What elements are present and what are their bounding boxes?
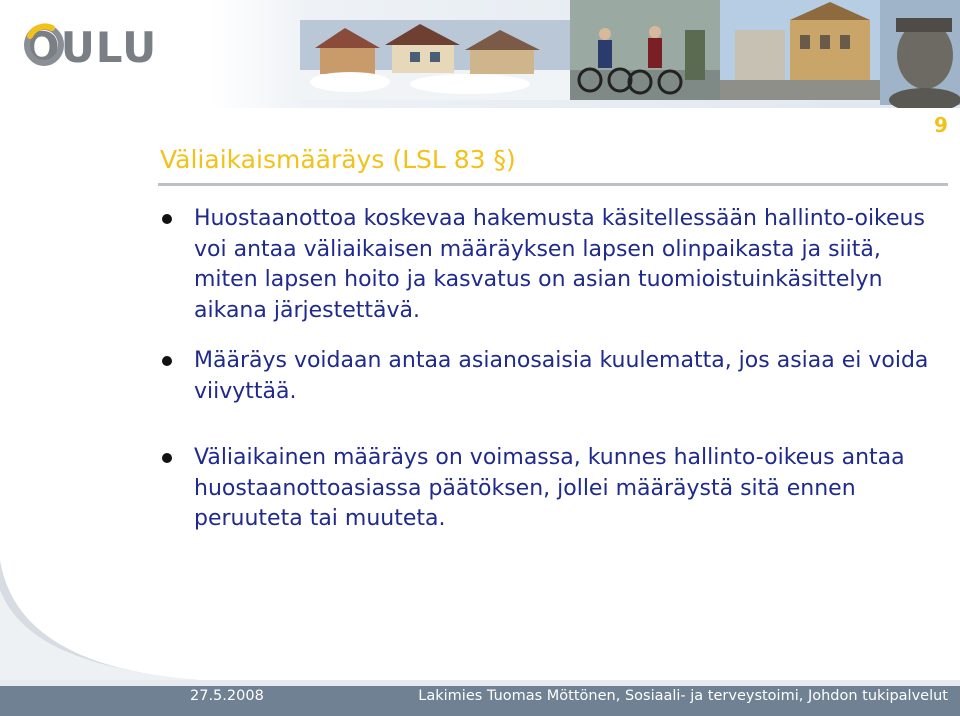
bullet-list [160,204,940,535]
bullet-text: Määräys voidaan antaa asianosaisia kuulematta, jos asiaa ei voida viivyttää. [194,348,929,404]
footer-date: 27.5.2008 [190,688,264,704]
oulu-logo-text: OULU [24,23,158,72]
list-item [160,443,940,535]
cyclists-photo [570,0,720,100]
decorative-sweep [0,560,520,685]
header-banner [0,0,960,108]
bullet-text: Väliaikainen määräys on voimassa, kunnes hallinto-oikeus antaa huostaanottoasiassa päätöksen, jollei määräystä sitä ennen peruuteta tai muuteta. [194,445,905,531]
oulu-logo-ring-icon [22,22,66,66]
title-divider [158,183,948,186]
slide-title: Väliaikaismääräys (LSL 83 §) [160,145,516,174]
bullet-text: Huostaanottoa koskevaa hakemusta käsitellessään hallinto-oikeus voi antaa väliaikaisen määräyksen lapsen olinpaikasta ja siitä, miten lapsen hoito ja kasvatus on asian tuomioistuinkäsittelyn aikana järjestettävä. [194,206,925,323]
list-item [160,204,940,326]
bullet-dot-icon [162,214,172,224]
bullet-dot-icon [162,356,172,366]
page-number: 9 [934,113,948,137]
city-buildings-photo [720,0,880,100]
oulu-logo [22,22,157,74]
footer-author: Lakimies Tuomas Möttönen, Sosiaali- ja terveystoimi, Johdon tukipalvelut [418,688,948,704]
bullet-dot-icon [162,453,172,463]
snowy-houses-photo [300,20,570,100]
list-item [160,346,940,407]
statue-photo [880,0,960,108]
